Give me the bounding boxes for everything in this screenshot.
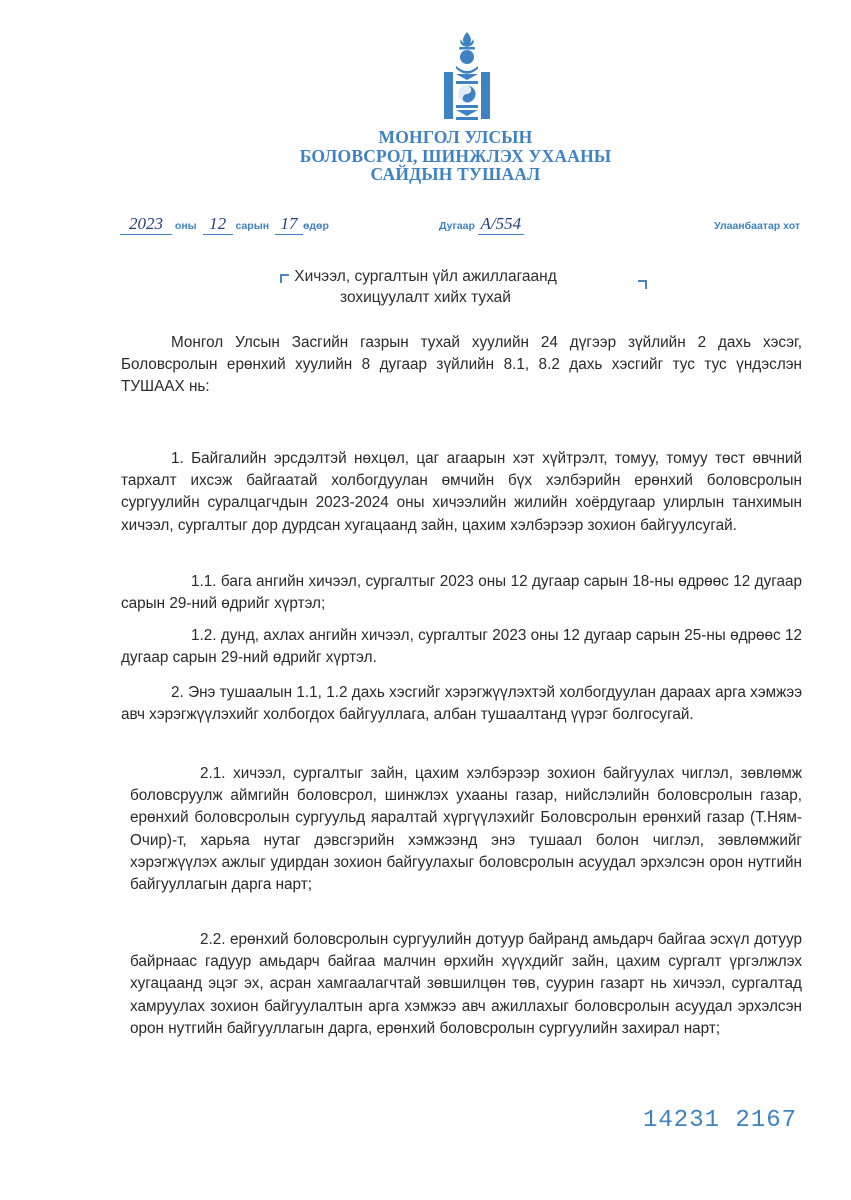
item-number: 2.1. <box>200 765 226 782</box>
ministry-line-3: САЙДЫН ТУШААЛ <box>370 164 541 184</box>
item-number: 1.1. <box>191 573 217 590</box>
ministry-line-1: МОНГОЛ УЛСЫН <box>378 127 533 147</box>
item-text: Энэ тушаалын 1.1, 1.2 дахь хэсгийг хэрэгжүүлэхтэй холбогдуулан дараах арга хэмжээ авч хэрэгжүүлэхийг холбогдох байгууллага, албан тушаалтанд үүрэг болгосугай. <box>121 684 802 724</box>
item-text: ерөнхий боловсролын сургуулийн дотуур байранд амьдарч байгаа эсхүл дотуур байрнаас гадуур амьдарч байгаа малчин өрхийн хүүхдийг зайн, цахим сургалт үргэлжлэх хугацаанд эцэг эх, асран хамгаалагчтай зөвшилцөн төв, суурин газарт нь хичээл, сургалтад хамруулах зохион байгуулалтын арга хэмжээ авч ажиллахыг боловсролын асуудал эрхэлсэн орон нутгийн байгууллагын дарга, ерөнхий боловсролын сургуулийн захирал нарт; <box>130 931 802 1037</box>
city-label: Улаанбаатар хот <box>714 220 800 232</box>
year-value: 2023 <box>120 214 172 235</box>
month-suffix: сарын <box>235 220 270 232</box>
item-1-paragraph <box>121 448 802 537</box>
number-value: А/554 <box>478 214 524 235</box>
soyombo-emblem-icon <box>441 30 493 122</box>
item-text: хичээл, сургалтыг зайн, цахим хэлбэрээр зохион байгуулах чиглэл, зөвлөмж боловсруулж аймгийн боловсрол, шинжлэх ухааны газар, нийслэлийн боловсролын газар, ерөнхий боловсролын сургуульд яаралтай хүргүүлэхийг Боловсролын ерөнхий газар (Т.Ням-Очир)-т, харьяа нутаг дэвсгэрийн хэмжээнд энэ тушаал болон чиглэл, зөвлөмжийг хэрэгжүүлэх ажлыг удирдан зохион байгуулахыг боловсролын асуудал эрхэлсэн орон нутгийн байгууллагын дарга нарт; <box>130 765 803 894</box>
subject-line-1: Хичээл, сургалтын үйл ажиллагаанд <box>294 268 557 285</box>
document-serial-stamp: 14231 2167 <box>643 1107 798 1134</box>
month-value: 12 <box>203 214 233 235</box>
item-1-1-paragraph <box>121 571 802 615</box>
item-1-2-paragraph <box>121 625 802 669</box>
item-number: 1.2. <box>191 627 217 644</box>
order-number-field <box>439 214 524 235</box>
preamble-text: Монгол Улсын Засгийн газрын тухай хуулийн 24 дүгээр зүйлийн 2 дахь хэсэг, Боловсролын ерөнхий хуулийн 8 дугаар зүйлийн 8.1, 8.2 дахь хэсгийг тус тус үндэслэн ТУШААХ нь: <box>121 334 802 396</box>
day-suffix: өдөр <box>302 220 329 232</box>
date-field <box>120 214 329 235</box>
number-label: Дугаар <box>439 220 475 232</box>
subject-line-2: зохицуулалт хийх тухай <box>340 289 511 306</box>
ministry-line-2: БОЛОВСРОЛ, ШИНЖЛЭХ УХААНЫ <box>299 145 612 166</box>
item-2-1-paragraph <box>130 763 802 896</box>
day-value: 17 <box>275 214 303 235</box>
item-text: дунд, ахлах ангийн хичээл, сургалтыг 2023 оны 12 дугаар сарын 25-ны өдрөөс 12 дугаар сарын 29-ний өдрийг хүртэл. <box>121 627 802 667</box>
order-subject <box>0 266 851 308</box>
year-suffix: оны <box>174 220 197 232</box>
item-text: бага ангийн хичээл, сургалтыг 2023 оны 12 дугаар сарын 18-ны өдрөөс 12 дугаар сарын 29-ний өдрийг хүртэл; <box>121 573 802 613</box>
item-number: 2. <box>171 684 184 701</box>
item-number: 1. <box>171 450 184 467</box>
preamble-paragraph <box>121 332 802 399</box>
item-text: Байгалийн эрсдэлтэй нөхцөл, цаг агаарын хэт хүйтрэлт, томуу, томуу төст өвчний тархалт ихсэж байгаатай холбогдуулан өмчийн бүх хэлбэрийн ерөнхий боловсролын сургуулийн суралцагчдын 2023-2024 оны хичээлийн жилийн хоёрдугаар улирлын танхимын хичээл, сургалтыг дор дурдсан хугацаанд зайн, цахим хэлбэрээр зохион байгуулсугай. <box>121 450 803 534</box>
item-2-2-paragraph <box>130 929 802 1040</box>
item-2-paragraph <box>121 682 802 726</box>
item-number: 2.2. <box>200 931 226 948</box>
ministry-header <box>0 128 851 184</box>
meta-line <box>0 210 851 240</box>
